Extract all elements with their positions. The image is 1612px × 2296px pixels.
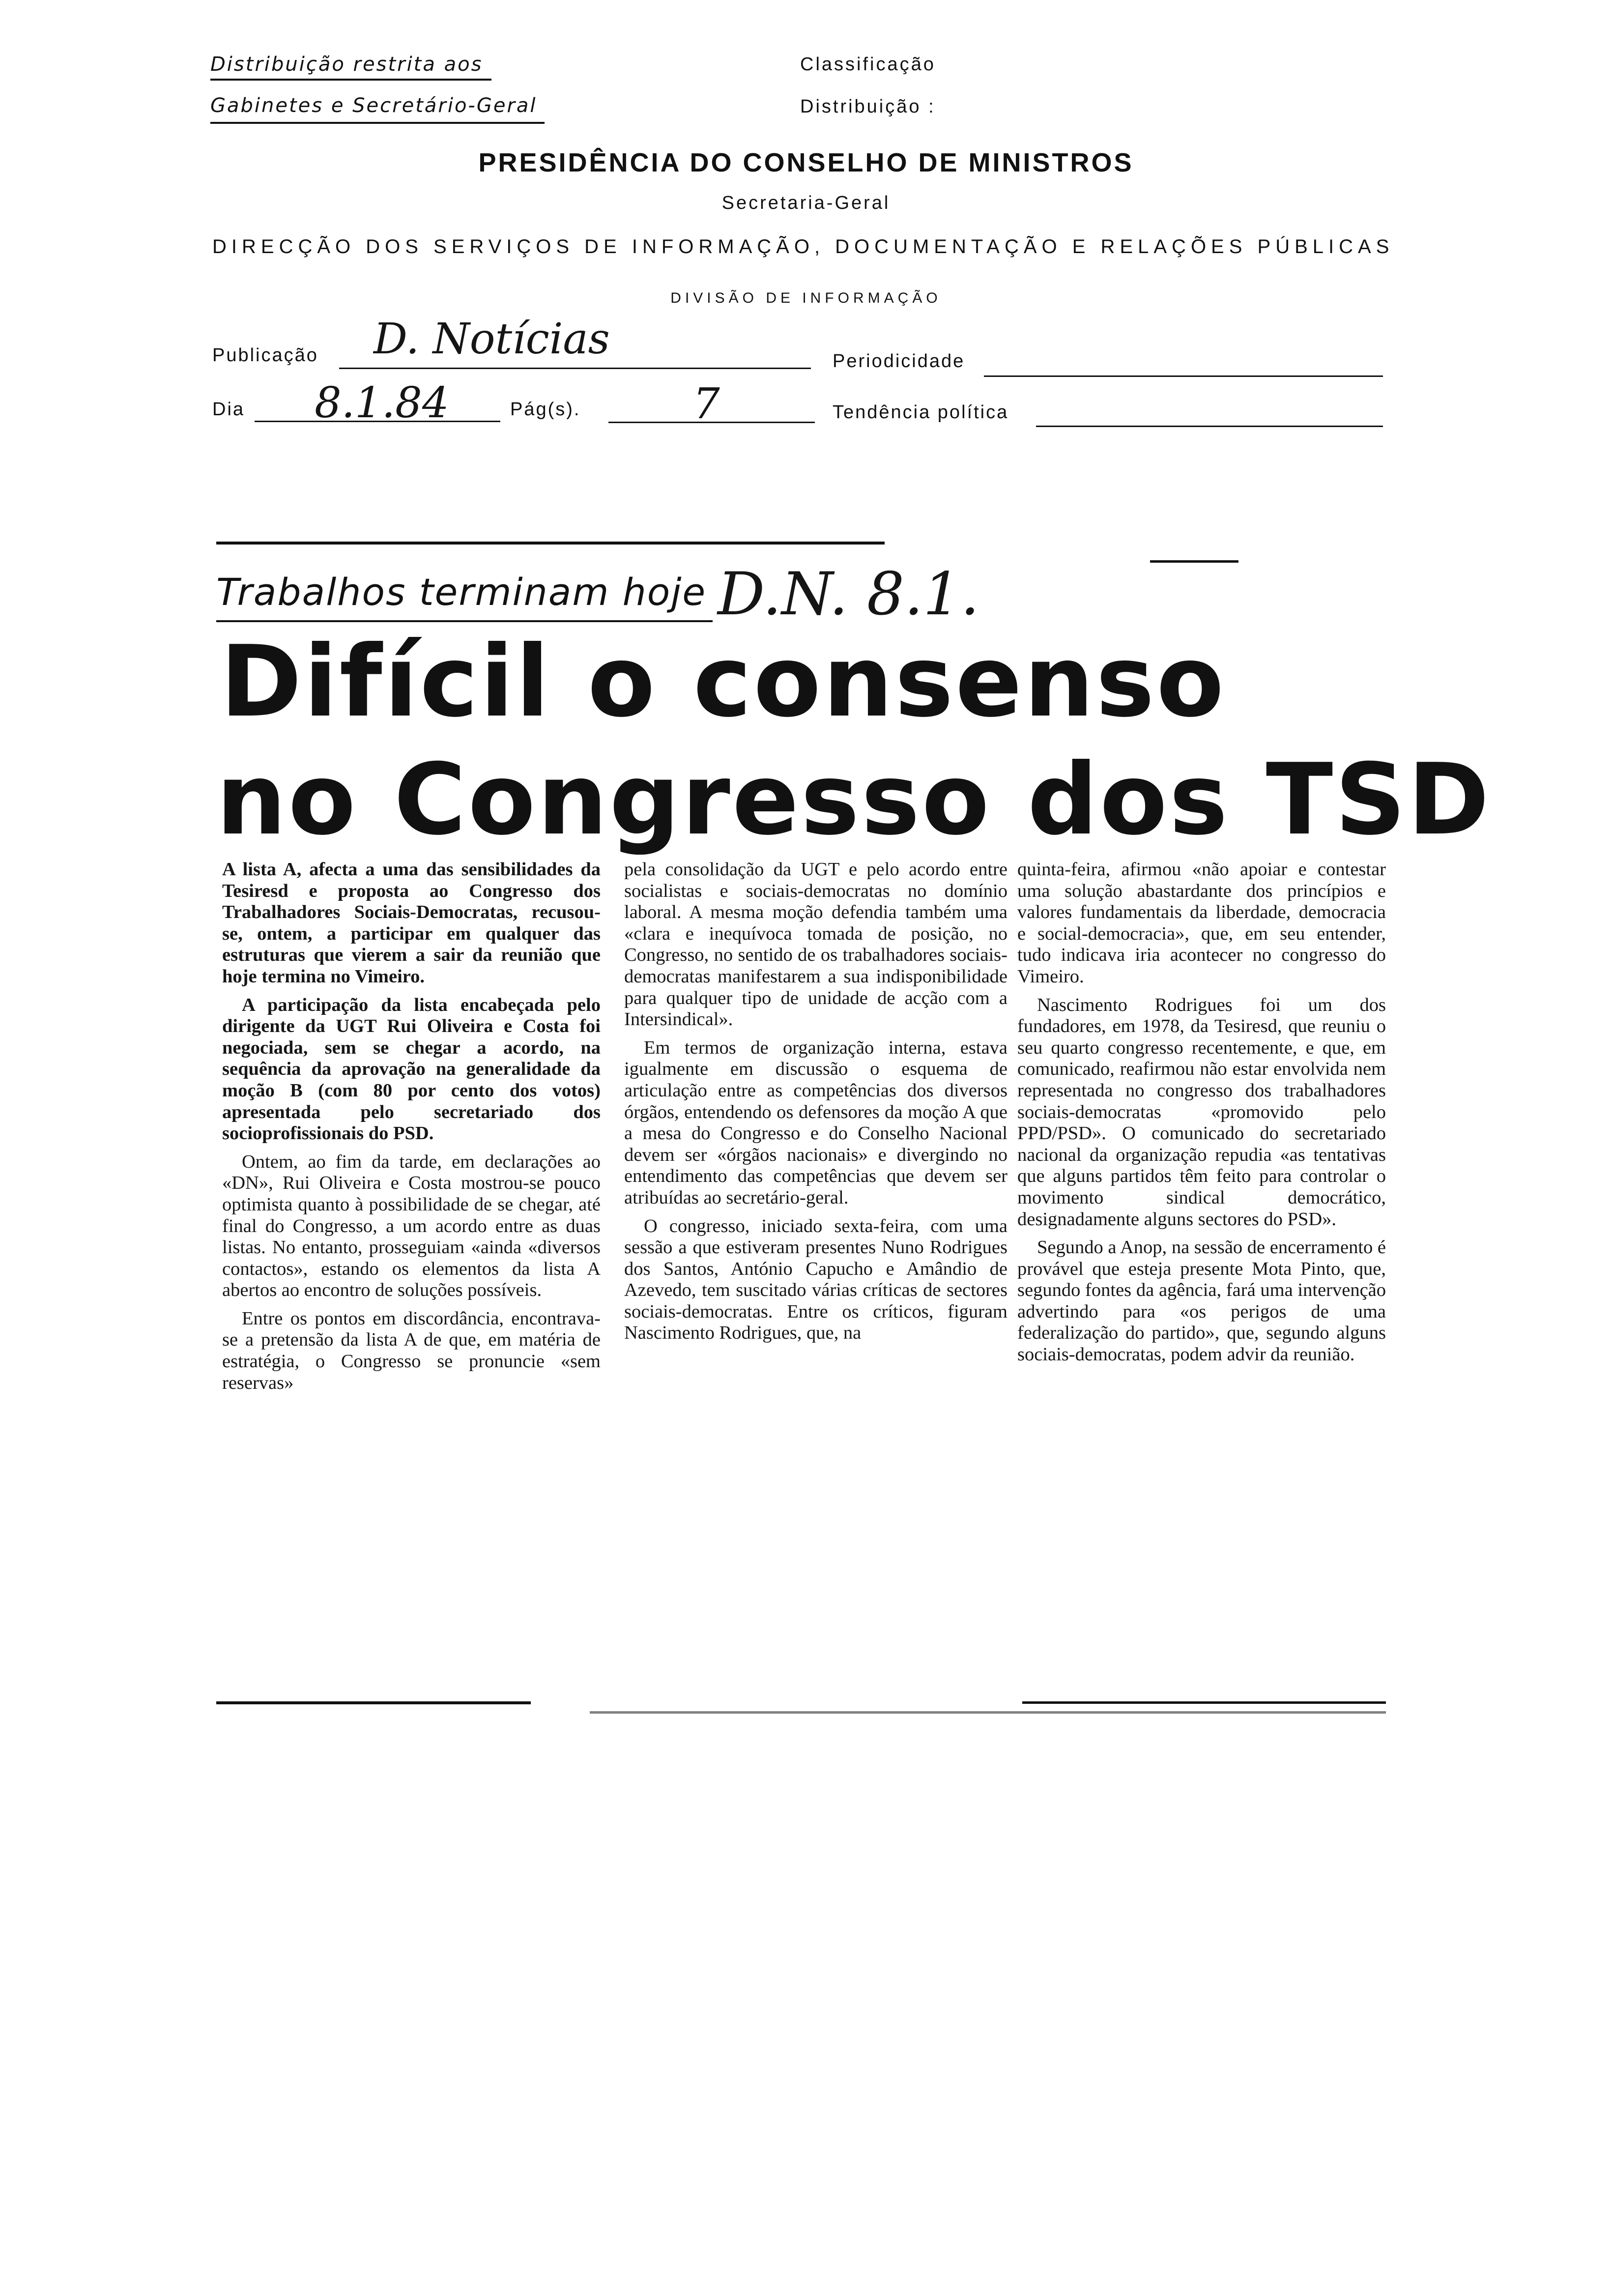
handwritten-date-note: D.N. 8.1. [718, 560, 979, 629]
col3-paragraph-3: Segundo a Anop, na sessão de encerramento é provável que esteja presente Mota Pinto, que, segundo fontes da agência, fará uma intervenção advertindo para «os perigos de uma federalização do partido», que, segundo alguns sociais-democratas, podem advir da reunião. [1017, 1237, 1386, 1365]
col3-paragraph-2: Nascimento Rodrigues foi um dos fundadores, em 1978, da Tesiresd, que reuniu o seu quarto congresso recentemente, e que, em comunicado, reafirmou não estar envolvida nem representada no congresso dos trabalhadores sociais-democratas «promovido pelo PPD/PSD». O comunicado do secretariado nacional da organização repudia «as tentativas que alguns partidos têm feito para controlar o movimento sindical democrático, designadamente alguns sectores do PSD». [1017, 994, 1386, 1230]
pags-handwritten-value: 7 [693, 379, 720, 429]
article-column-3 [1017, 859, 1386, 1700]
article-column-2 [624, 859, 1008, 1700]
kicker-text: Trabalhos terminam hoje [216, 570, 707, 614]
pags-label: Pág(s). [510, 399, 581, 420]
clipping-bottom-rule-left [216, 1701, 531, 1704]
distribuicao-label: Distribuição : [800, 96, 936, 117]
classificacao-label: Classificação [800, 54, 936, 75]
kicker-underline [216, 620, 713, 622]
tendencia-field-line [1036, 426, 1383, 427]
restricted-distribution-line1: Distribuição restrita aos [210, 53, 491, 81]
dia-handwritten-value: 8.1.84 [315, 378, 449, 428]
publicacao-handwritten-value: D. Notícias [374, 315, 610, 364]
clipping-bottom-rule-right [1022, 1701, 1386, 1704]
col1-paragraph-2: A participação da lista encabeçada pelo dirigente da UGT Rui Oliveira e Costa foi negociada, sem se chegar a acordo, na sequência da aprovação na generalidade da moção B (com 80 por cento dos votos) apresentada pelo secretariado dos socioprofissionais do PSD. [222, 994, 601, 1144]
ministry-title: PRESIDÊNCIA DO CONSELHO DE MINISTROS [478, 148, 1134, 177]
restricted-distribution-line2: Gabinetes e Secretário-Geral [210, 94, 545, 124]
publicacao-label: Publicação [212, 345, 318, 366]
col1-paragraph-4: Entre os pontos em discordância, encontrava-se a pretensão da lista A de que, em matéria de estratégia, o Congresso se pronuncie «sem reservas» [222, 1308, 601, 1393]
col3-paragraph-1: quinta-feira, afirmou «não apoiar e contestar uma solução abastardante dos princípios e valores fundamentais da liberdade, democracia e social-democracia», que, em seu entender, tudo indicava iria acontecer no congresso do Vimeiro. [1017, 859, 1386, 987]
ministry-subtitle: Secretaria-Geral [721, 193, 891, 213]
headline-line1: Difícil o consenso [220, 625, 1226, 739]
clipping-bottom-cut-edge [590, 1711, 1386, 1714]
periodicidade-label: Periodicidade [833, 351, 965, 372]
col1-paragraph-3: Ontem, ao fim da tarde, em declarações ao «DN», Rui Oliveira e Costa mostrou-se pouco optimista quanto à possibilidade de se chegar, até final do Congresso, a um acordo entre as duas listas. No entanto, prosseguiam «ainda «diversos contactos», estando os elementos da lista A abertos ao encontro de soluções possíveis. [222, 1151, 601, 1301]
division-name: DIVISÃO DE INFORMAÇÃO [670, 290, 942, 306]
tendencia-label: Tendência política [833, 402, 1009, 423]
periodicidade-field-line [984, 375, 1383, 377]
col1-paragraph-1: A lista A, afecta a uma das sensibilidades da Tesiresd e proposta ao Congresso dos Trabalhadores Sociais-Democratas, recusou-se, ontem, a participar em qualquer das estruturas que vierem a sair da reunião que hoje termina no Vimeiro. [222, 859, 601, 987]
clipping-top-rule [216, 542, 885, 545]
clipping-top-rule-right [1150, 560, 1238, 563]
article-column-1 [222, 859, 601, 1700]
col2-paragraph-2: Em termos de organização interna, estava igualmente em discussão o esquema de articulação entre as competências dos diversos órgãos, entendendo os defensores da moção A que a mesa do Congresso e do Conselho Nacional devem ser «órgãos nacionais» e divergindo no entendimento das competências que devem ser atribuídas ao secretário-geral. [624, 1037, 1008, 1208]
col2-paragraph-3: O congresso, iniciado sexta-feira, com uma sessão a que estiveram presentes Nuno Rodrigues dos Santos, António Capucho e Amândio de Azevedo, tem suscitado várias críticas de sectores sociais-democratas. Entre os críticos, figuram Nascimento Rodrigues, que, na [624, 1215, 1008, 1344]
publicacao-field-line [339, 368, 811, 369]
dia-label: Dia [212, 399, 245, 420]
directorate-name: DIRECÇÃO DOS SERVIÇOS DE INFORMAÇÃO, DOCUMENTAÇÃO E RELAÇÕES PÚBLICAS [212, 236, 1394, 258]
headline-line2: no Congresso dos TSD [216, 743, 1492, 857]
col2-paragraph-1: pela consolidação da UGT e pelo acordo entre socialistas e sociais-democratas no domínio laboral. A mesma moção defendia também uma «clara e inequívoca tomada de posição, no Congresso, no sentido de os trabalhadores sociais-democratas manifestarem a sua indisponibilidade para qualquer tipo de unidade de acção com a Intersindical». [624, 859, 1008, 1030]
